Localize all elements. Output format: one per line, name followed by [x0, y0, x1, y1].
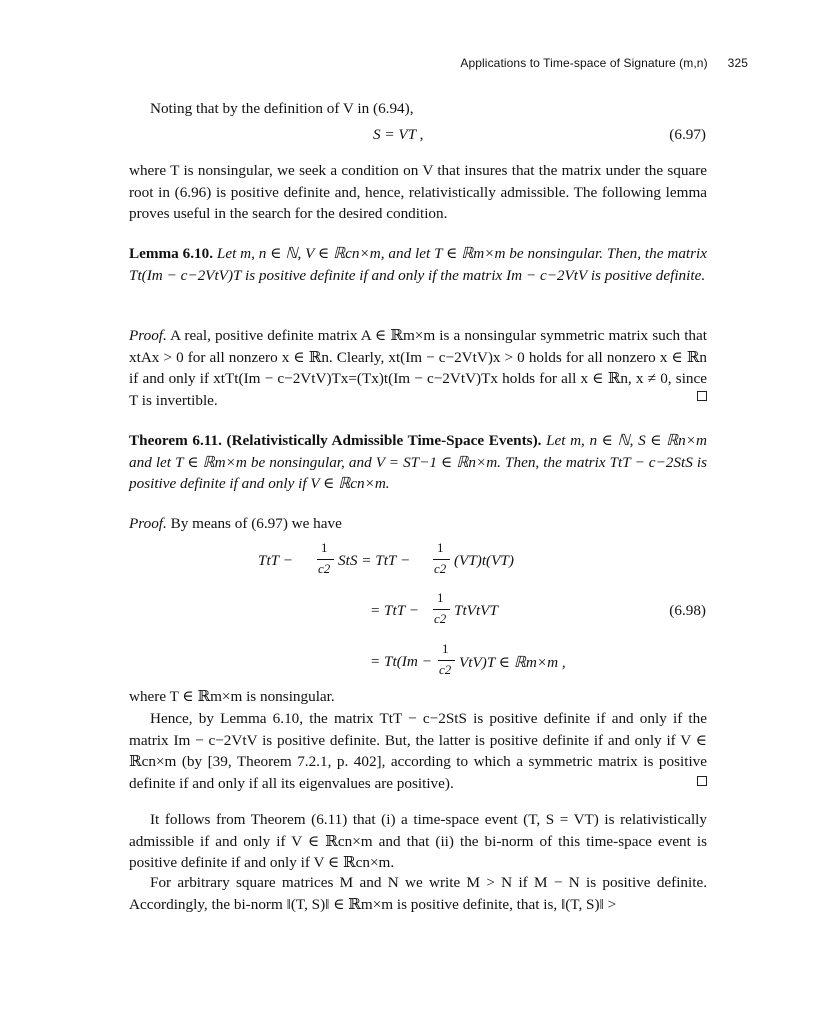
eq698-frac2-num: 1: [437, 540, 444, 555]
proof1-body: A real, positive definite matrix A ∈ ℝm×m is a nonsingular symmetric matrix such that xtAx > 0 for all nonzero x ∈ ℝn. Clearly, xt(Im − c−2VtV)x > 0 holds for all nonzero x ∈ ℝn if and only if xtTt(Im − c−2VtV)Tx=(Tx)t(Im − c−2VtV)Tx holds for all x ∈ ℝn, x ≠ 0, since T is invertible.: [129, 327, 707, 409]
proof1-label: Proof.: [129, 327, 167, 344]
para6-text: For arbitrary square matrices M and N we write M > N if M − N is positive definite. Accordingly, the bi-norm ‖(T, S)‖ ∈ ℝm×m is positive definite, that is, ‖(T, S)‖ >: [129, 874, 707, 913]
para2-text: where T is nonsingular, we seek a condition on V that insures that the matrix under the square root in (6.96) is positive definite and, hence, relativistically admissible. The following lemma proves useful in the search for the desired condition.: [129, 162, 707, 222]
eq698-frac1-den: c2: [318, 561, 331, 576]
proof2-label: Proof.: [129, 515, 167, 532]
eq698-frac4-den: c2: [439, 662, 452, 677]
eq697-number: (6.97): [669, 126, 706, 143]
proof2-intro: By means of (6.97) we have: [170, 515, 342, 532]
eq698-frac2-bar: [433, 559, 450, 560]
eq698-line2-right: TtVtVT: [454, 602, 498, 619]
equation-697: [373, 126, 423, 144]
paragraph-where-nonsingular: [129, 686, 707, 708]
paragraph-condition: [129, 160, 707, 225]
running-title: Applications to Time-space of Signature (m,n): [460, 56, 708, 70]
paragraph-intro: [129, 98, 707, 120]
eq698-line1-mid: StS = TtT −: [338, 552, 411, 569]
theorem-6-11: [129, 430, 707, 495]
paragraph-hence: [129, 708, 707, 794]
eq698-frac1-bar: [317, 559, 334, 560]
paragraph-bi-norm: [129, 872, 707, 915]
eq698-frac1-num: 1: [321, 540, 328, 555]
eq697-expression: S = VT ,: [373, 126, 424, 143]
lemma-body: Let m, n ∈ ℕ, V ∈ ℝcn×m, and let T ∈ ℝm×m be nonsingular. Then, the matrix Tt(Im − c−2VtV)T is positive definite if and only if the matrix Im − c−2VtV is positive definite.: [129, 245, 708, 284]
eq698-line3: = Tt(Im −: [370, 653, 432, 670]
eq698-frac2-den: c2: [434, 561, 447, 576]
running-head: [460, 56, 748, 70]
qed-square-icon: [697, 391, 707, 401]
eq698-line1-right: (VT)t(VT): [454, 552, 514, 569]
eq698-frac3-den: c2: [434, 611, 447, 626]
theorem-label: Theorem 6.11. (Relativistically Admissible Time-Space Events).: [129, 432, 542, 449]
page-number: 325: [727, 56, 748, 70]
eq698-line1-left: TtT −: [258, 552, 293, 569]
eq698-line3-right: VtV)T ∈ ℝm×m ,: [459, 654, 566, 671]
proof-theorem-intro: [129, 513, 707, 535]
para1-text: Noting that by the definition of V in (6.94),: [150, 100, 414, 117]
eq698-frac3-num: 1: [437, 590, 444, 605]
para4-text: Hence, by Lemma 6.10, the matrix TtT − c−2StS is positive definite if and only if the matrix Im − c−2VtV is positive definite. But, the latter is positive definite if and only if V ∈ ℝcn×m (by [39, Theorem 7.2.1, p. 402], according to which a symmetric matrix is positive definite if and only if all its eigenvalues are positive).: [129, 710, 707, 792]
paragraph-follows: [129, 809, 707, 874]
para5-text: It follows from Theorem (6.11) that (i) a time-space event (T, S = VT) is relativistically admissible if and only if V ∈ ℝcn×m and that (ii) the bi-norm of this time-space event is positive definite if and only if V ∈ ℝcn×m.: [129, 811, 707, 871]
eq698-frac4-num: 1: [442, 641, 449, 656]
qed-square-icon-2: [697, 776, 707, 786]
eq698-number: (6.98): [669, 602, 706, 619]
eq698-frac4-bar: [438, 660, 455, 661]
eq698-line2: = TtT −: [370, 602, 419, 619]
lemma-6-10: [129, 243, 707, 286]
lemma-label: Lemma 6.10.: [129, 245, 214, 262]
para3-text: where T ∈ ℝm×m is nonsingular.: [129, 688, 335, 705]
eq698-frac3-bar: [433, 609, 450, 610]
theorem-body: Let m, n ∈ ℕ, S ∈ ℝn×m and let T ∈ ℝm×m be nonsingular, and V = ST−1 ∈ ℝn×m. Then, the matrix TtT − c−2StS is positive definite if and only if V ∈ ℝcn×m.: [129, 432, 707, 492]
proof-lemma: [129, 325, 707, 411]
